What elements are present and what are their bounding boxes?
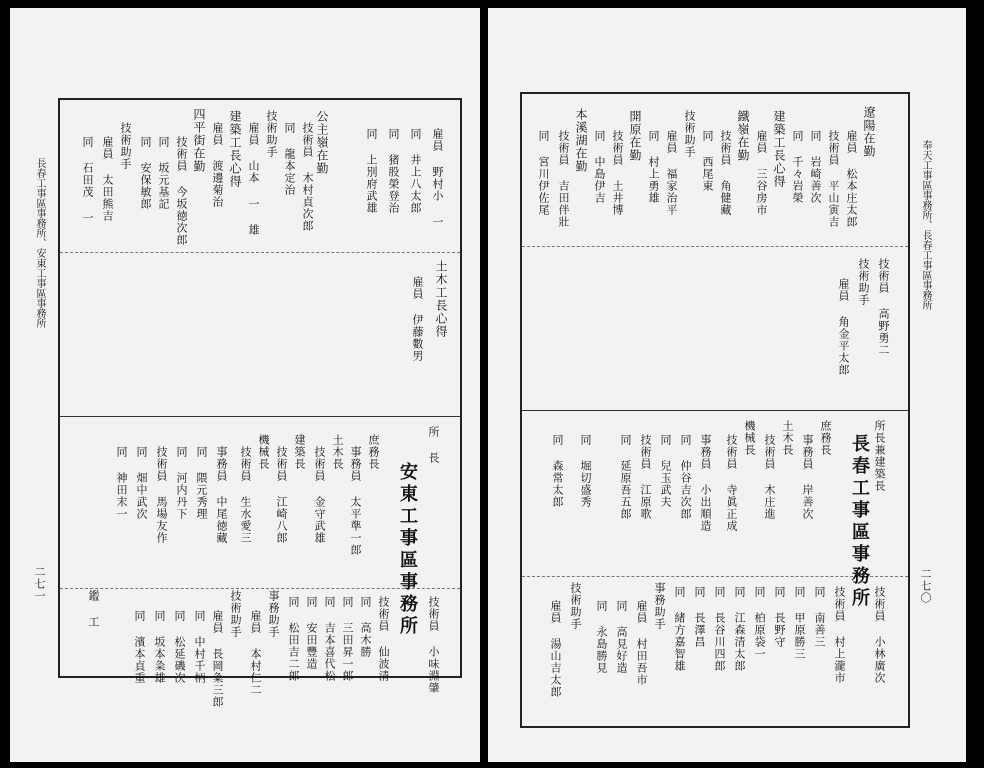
- text-column: 事務員 太平準一郎: [349, 446, 362, 556]
- text-column: 技術助手: [119, 122, 132, 170]
- text-column: 技術員 木村貞次郎: [301, 122, 314, 232]
- text-column: 雇員 福家治平: [665, 130, 678, 216]
- text-column: 雇員 野村小 一: [431, 128, 444, 228]
- text-column: 同 千々岩榮: [791, 130, 804, 204]
- text-column: 技術員 金守武雄: [313, 446, 326, 544]
- text-column: 技術助手: [265, 110, 278, 158]
- text-column: 雇員 渡邊菊治: [211, 122, 224, 208]
- left-margin-header: 長春工事區事務所、安東工事區事務所: [34, 158, 45, 328]
- text-column: 同 村上勇雄: [647, 130, 660, 204]
- text-column: 雇員 長岡粂三郎: [211, 610, 224, 708]
- text-column: 同 坂元基記: [157, 136, 170, 210]
- text-column: 鐵嶺在勤: [736, 110, 750, 162]
- text-column: 同 松延磯次: [173, 610, 186, 684]
- text-column: 技術員 平山寅吉: [827, 130, 840, 228]
- text-column: 同 畑中武次: [135, 446, 148, 520]
- text-column: 開原在勤: [628, 110, 642, 162]
- text-column: 同 永島勝見: [595, 600, 608, 674]
- text-column: 同 中島伊吉: [593, 130, 606, 204]
- text-column: 技術員 寺眞正成: [725, 434, 738, 532]
- text-column: 同 緒方嘉智雄: [673, 586, 686, 672]
- text-column: 技術員 小味淵肇: [427, 596, 440, 694]
- text-column: 雇員 村田吾市: [635, 600, 648, 686]
- text-column: 本溪湖在勤: [574, 108, 588, 173]
- text-column: 雇員 三谷房市: [755, 130, 768, 216]
- text-column: 同 宮川伊佐尾: [537, 130, 550, 216]
- text-column: 技術員 江崎八郎: [275, 446, 288, 544]
- text-column: 四平街在勤: [192, 108, 206, 173]
- text-column: 技術員 高野勇二: [877, 258, 890, 356]
- text-column: 同 石田茂 一: [81, 136, 94, 224]
- text-column: 同 松田吉二郎: [287, 596, 300, 682]
- text-column: 庶務長: [367, 434, 380, 470]
- text-column: 同 堀切盛秀: [579, 434, 592, 508]
- text-column: 技術助手: [569, 582, 582, 630]
- text-column: 技術員 土井博: [611, 130, 624, 216]
- text-column: 同 神田末一: [115, 446, 128, 520]
- text-column: 同 仲谷吉次郎: [679, 434, 692, 520]
- right-margin-header: 奉天工事區事務所、長春工事區事務所: [920, 140, 931, 310]
- text-column: 鑑 工: [87, 590, 100, 628]
- text-column: 同 岩崎善次: [809, 130, 822, 204]
- text-column: 雇員 本村仁二: [249, 610, 262, 696]
- left-upper-dotted-divider: [60, 252, 460, 253]
- text-column: 同 甲原勝三: [793, 586, 806, 660]
- text-column: 技術員 今坂徳次郎: [175, 136, 188, 246]
- text-column: 庶務長: [819, 420, 832, 456]
- text-column: 同 延原吾五郎: [619, 434, 632, 520]
- text-column: 土木長: [781, 420, 794, 456]
- text-column: 同 猪股榮登治: [387, 128, 400, 214]
- text-column: 同 長野守: [773, 586, 786, 648]
- text-column: 技術員 生水愛三: [239, 446, 252, 544]
- text-column: 技術員 仙波清: [377, 596, 390, 682]
- text-column: 技術員 村上瀧市: [833, 586, 846, 684]
- right-upper-dotted-divider: [522, 246, 908, 247]
- right-section-divider: [522, 410, 908, 411]
- text-column: 建築長: [293, 434, 306, 470]
- text-column: 事務員 岸善次: [801, 434, 814, 520]
- text-column: 機械長: [743, 420, 756, 456]
- text-column: 同 三田昇一郎: [341, 596, 354, 682]
- left-section-divider: [60, 416, 460, 417]
- text-column: 事務員 小出順造: [699, 434, 712, 532]
- text-column: 雇員 伊藤數男: [411, 276, 424, 362]
- left-page: [10, 8, 480, 762]
- text-column: 同 南善三: [813, 586, 826, 648]
- text-column: 同 安田豐造: [305, 596, 318, 670]
- text-column: 建築工長心得: [772, 110, 786, 188]
- text-column: 同 森常太郎: [551, 434, 564, 508]
- text-column: 同 長谷川四郎: [713, 586, 726, 672]
- text-column: 技術員 馬場友作: [155, 446, 168, 544]
- text-column: 技術員 木庄進: [763, 434, 776, 520]
- text-column: 同 西尾東: [701, 130, 714, 192]
- left-page-number: 二七一: [33, 566, 46, 602]
- text-column: 同 龍本定治: [283, 122, 296, 196]
- text-column: 同 河内丹下: [175, 446, 188, 520]
- text-column: 同 安保敏郎: [139, 136, 152, 210]
- text-column: 雇員 太田熊吉: [101, 136, 114, 222]
- office-title: 安東工事區事務所: [397, 462, 418, 638]
- text-column: 事務助手: [267, 590, 280, 638]
- text-column: 同 江森清太郎: [733, 586, 746, 672]
- text-column: 同 柏原袋一: [753, 586, 766, 660]
- text-column: 事務員 中尾徳藏: [215, 446, 228, 544]
- text-column: 技術助手: [683, 110, 696, 158]
- text-column: 技術助手: [857, 258, 870, 306]
- text-column: 同 兒玉武夫: [659, 434, 672, 508]
- text-column: 同 隈元秀理: [195, 446, 208, 520]
- text-column: 同 井上八太郎: [409, 128, 422, 214]
- right-frame: [520, 92, 910, 728]
- text-column: 土木工長心得: [434, 260, 448, 338]
- text-column: 同 長澤昌: [693, 586, 706, 648]
- left-frame: [58, 98, 462, 708]
- office-title: 長春工事區事務所: [849, 434, 870, 610]
- text-column: 同 高木勝: [359, 596, 372, 658]
- text-column: 同 吉本喜代松: [323, 596, 336, 682]
- text-column: 機械長: [257, 434, 270, 470]
- text-column: 同 濱本貞重: [133, 610, 146, 684]
- text-column: 雇員 山本 一 雄: [247, 122, 260, 236]
- text-column: 建築工長心得: [228, 110, 242, 188]
- text-column: 同 坂本粂雄: [153, 610, 166, 684]
- right-page-number: 二七〇: [919, 568, 932, 604]
- text-column: 公主嶺在勤: [315, 110, 329, 175]
- text-column: 雇員 角金平太郎: [837, 278, 850, 376]
- text-column: 雇員 湯山吉太郎: [549, 600, 562, 698]
- text-column: 技術員 江原歌: [639, 434, 652, 520]
- text-column: 技術助手: [229, 590, 242, 638]
- text-column: 同 中村千柄: [193, 610, 206, 684]
- text-column: 技術員 角健藏: [719, 130, 732, 216]
- text-column: 所 長: [427, 426, 440, 464]
- text-column: 同 高見好造: [615, 600, 628, 674]
- text-column: 技術員 吉田伴壯: [557, 130, 570, 228]
- text-column: 遼陽在勤: [862, 106, 876, 158]
- text-column: 技術員 小林廣次: [873, 586, 886, 684]
- text-column: 雇員 松本庄太郎: [845, 130, 858, 228]
- text-column: 同 上別府武雄: [365, 128, 378, 214]
- right-page: [488, 8, 966, 762]
- text-column: 土木長: [331, 434, 344, 470]
- text-column: 事務助手: [653, 582, 666, 630]
- text-column: 所長兼建築長: [873, 420, 886, 492]
